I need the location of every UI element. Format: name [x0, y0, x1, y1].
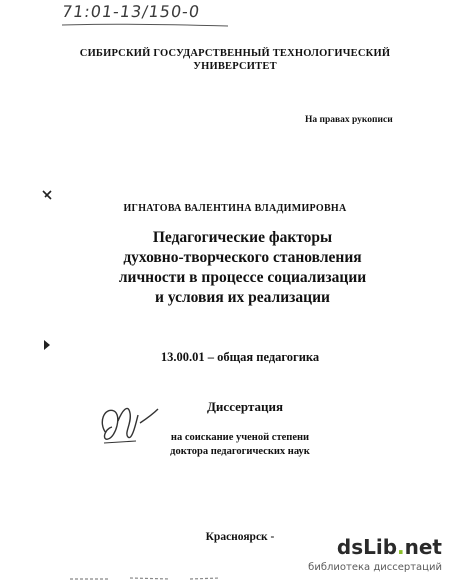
logo-main: dsLib: [336, 535, 398, 559]
scan-edge-marks: [0, 574, 300, 581]
title-line: личности в процессе социализации: [118, 269, 367, 286]
watermark-subtitle: библиотека диссертаций: [308, 562, 442, 573]
university-name: [60, 47, 410, 73]
university-line-2: УНИВЕРСИТЕТ: [193, 61, 277, 72]
degree-line: доктора педагогических наук: [170, 446, 310, 457]
scan-mark: [40, 188, 54, 202]
title-line: духовно-творческого становления: [123, 249, 362, 266]
logo-tld: net: [404, 535, 442, 559]
degree-line: на соискание ученой степени: [170, 432, 310, 443]
logo-dot: .: [397, 535, 405, 559]
scan-mark: [40, 338, 54, 352]
author-name: ИГНАТОВА ВАЛЕНТИНА ВЛАДИМИРОВНА: [123, 203, 347, 214]
dslib-watermark: [298, 533, 448, 579]
degree-statement: [140, 431, 340, 459]
handwritten-catalog-number: 71:01-13/150-0: [60, 2, 202, 21]
title-line: и условия их реализации: [155, 289, 330, 306]
title-line: Педагогические факторы: [152, 229, 333, 246]
manuscript-rights-note: На правах рукописи: [305, 115, 393, 125]
work-type: Диссертация: [206, 399, 284, 414]
city-year: Красноярск -: [205, 531, 275, 543]
handwritten-underline: [60, 23, 230, 27]
dslib-logo: [337, 535, 442, 559]
specialty-code: 13.00.01 – общая педагогика: [160, 350, 320, 364]
dissertation-title: [100, 228, 385, 308]
university-line-1: СИБИРСКИЙ ГОСУДАРСТВЕННЫЙ ТЕХНОЛОГИЧЕСКИЙ: [79, 48, 391, 59]
